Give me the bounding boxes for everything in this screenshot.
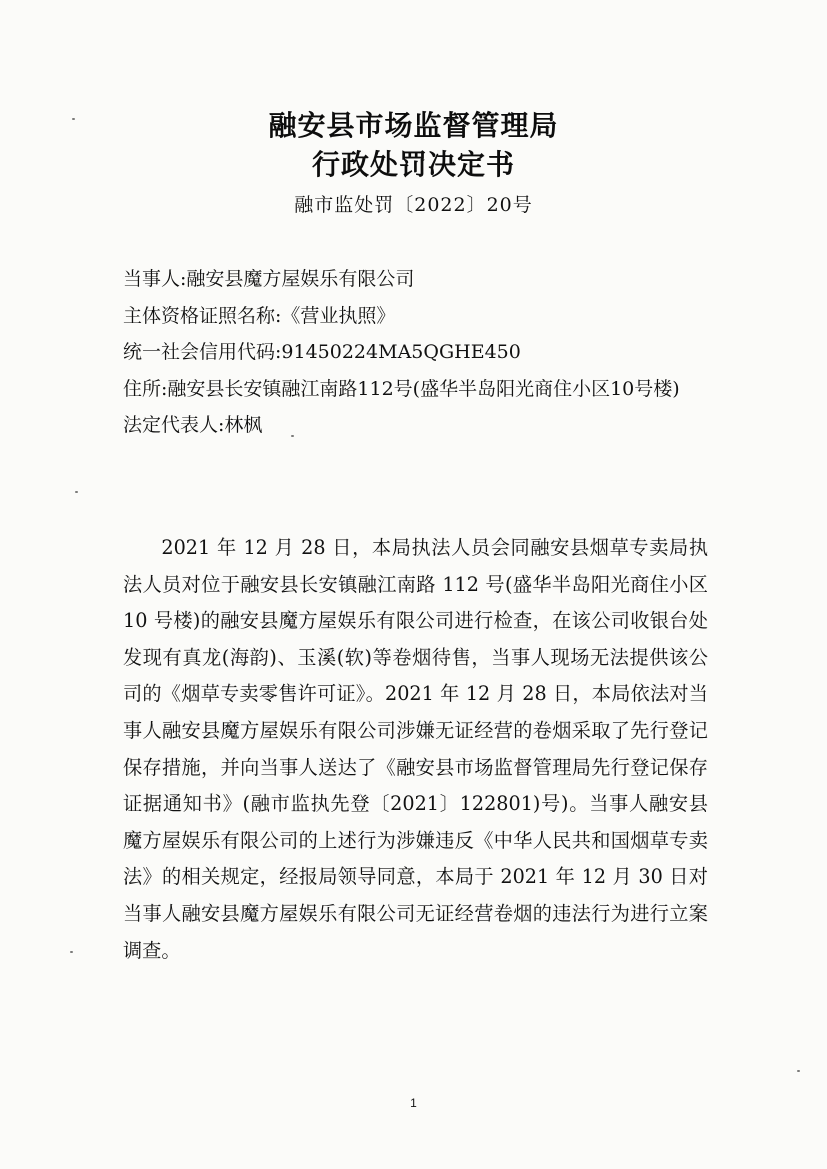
scan-speck bbox=[797, 1070, 800, 1072]
party-address: 住所:融安县长安镇融江南路112号(盛华半岛阳光商住小区10号楼) bbox=[123, 377, 680, 400]
scan-speck bbox=[72, 118, 75, 120]
scan-speck bbox=[75, 491, 78, 493]
page-number: 1 bbox=[410, 1096, 417, 1110]
agency-title: 融安县市场监督管理局 bbox=[268, 109, 559, 142]
document-number: 融市监处罚〔2022〕20号 bbox=[294, 194, 533, 216]
credit-code: 统一社会信用代码:91450224MA5QGHE450 bbox=[123, 341, 521, 363]
legal-representative: 法定代表人:林枫 bbox=[123, 414, 263, 436]
scan-speck bbox=[70, 951, 73, 953]
case-facts-paragraph: 2021 年 12 月 28 日，本局执法人员会同融安县烟草专卖局执法人员对位于融安县长安镇融江南路 112 号(盛华半岛阳光商住小区 10 号楼)的融安县魔方屋娱乐有限公司进行检查，在该公司收银台处发现有真龙(海韵)、玉溪(软)等卷烟待售，当事人现场无法提供该公司的《烟草专卖零售许可证》。2021 年 12 月 28 日，本局依法对当事人融安县魔方屋娱乐有限公司涉嫌无证经营的卷烟采取了先行登记保存措施，并向当事人送达了《融安县市场监督管理局先行登记保存证据通知书》(融市监执先登〔2021〕122801)号)。当事人融安县魔方屋娱乐有限公司的上述行为涉嫌违反《中华人民共和国烟草专卖法》的相关规定，经报局领导同意，本局于 2021 年 12 月 30 日对当事人融安县魔方屋娱乐有限公司无证经营卷烟的违法行为进行立案调查。 bbox=[123, 536, 708, 962]
party-name: 当事人:融安县魔方屋娱乐有限公司 bbox=[123, 268, 415, 290]
party-info-block bbox=[123, 261, 708, 444]
scan-speck bbox=[291, 435, 294, 437]
document-type-title: 行政处罚决定书 bbox=[311, 148, 515, 181]
license-name: 主体资格证照名称:《营业执照》 bbox=[123, 304, 396, 327]
